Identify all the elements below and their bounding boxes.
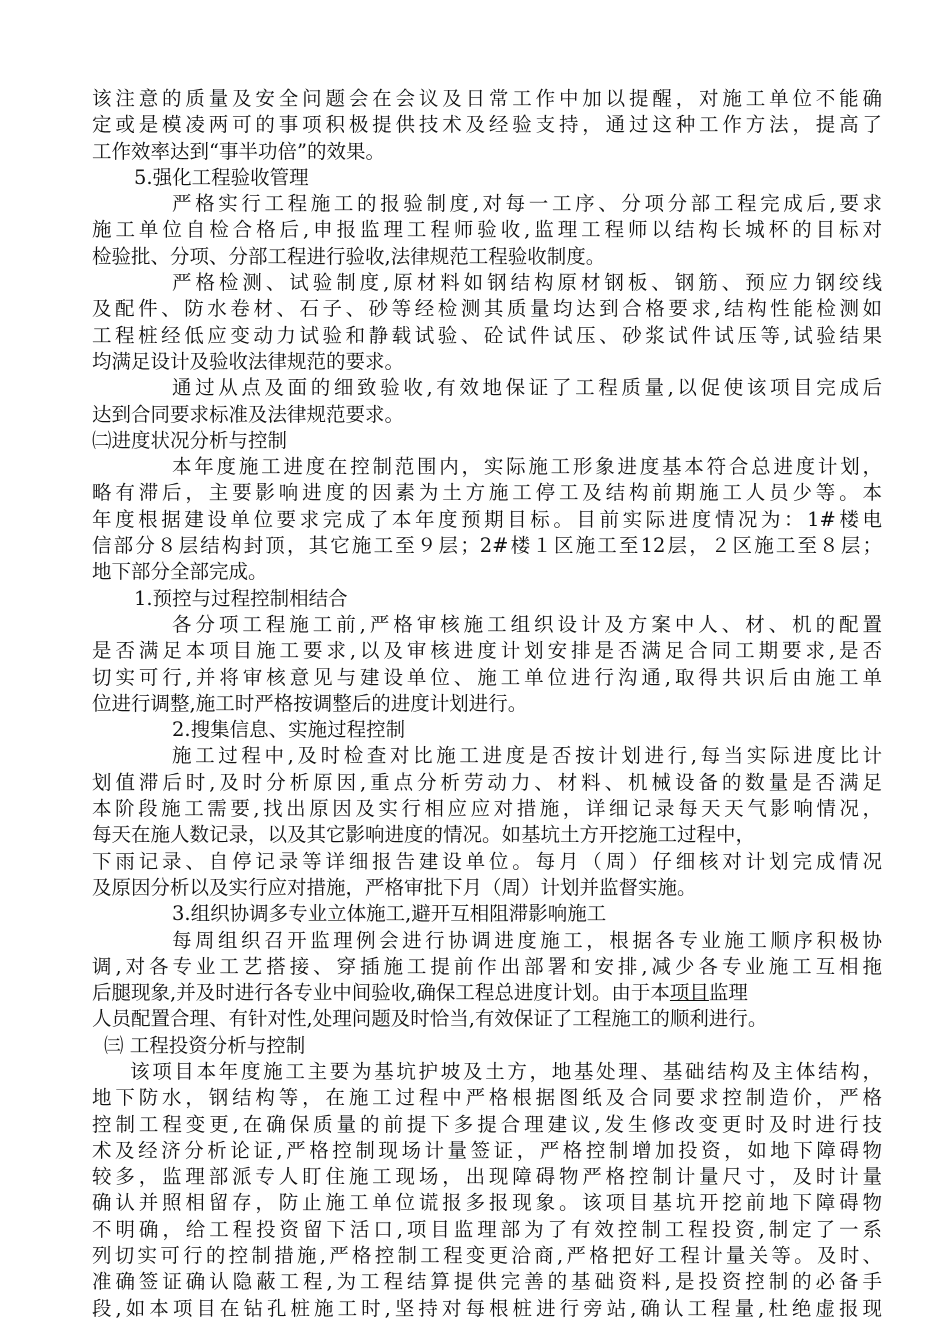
text-line: 该项目本年度施工主要为基坑护坡及土方，地基处理、基础结构及主体结构，	[130, 1059, 882, 1083]
text-line	[92, 980, 882, 1006]
text-line: 略有滞后，主要影响进度的因素为土方施工停工及结构前期施工人员少等。本	[92, 481, 882, 505]
text-line: 本年度施工进度在控制范围内，实际施工形象进度基本符合总进度计划，	[172, 455, 882, 479]
text-line: 确认并照相留存，防止施工单位谎报多报现象。该项目基坑开挖前地下障碍物	[92, 1191, 882, 1215]
text-line: 严格检测、试验制度,原材料如钢结构原材钢板、钢筋、预应力钢绞线	[172, 271, 882, 295]
text-line: 调,对各专业工艺搭接、穿插施工提前作出部署和安排,减少各专业施工互相拖	[92, 954, 882, 978]
text-line: 段,如本项目在钻孔桩施工时,坚持对每根桩进行旁站,确认工程量,杜绝虚报现	[92, 1296, 882, 1320]
text-line: 不明确，给工程投资留下活口,项目监理部为了有效控制工程投资,制定了一系	[92, 1217, 882, 1241]
section-heading: 2.搜集信息、实施过程控制	[172, 718, 406, 742]
text-line: 人员配置合理、有针对性,处理问题及时恰当,有效保证了工程施工的顺利进行。	[92, 1007, 768, 1031]
text-line: 通过从点及面的细致验收,有效地保证了工程质量,以促使该项目完成后	[172, 376, 882, 400]
text-line: 每天在施人数记录，以及其它影响进度的情况。如基坑土方开挖施工过程中，	[92, 823, 756, 847]
text-line: 是否满足本项目施工要求,以及审核进度计划安排是否满足合同工期要求,是否	[92, 639, 882, 663]
section-heading: ㈡进度状况分析与控制	[92, 428, 288, 452]
text-line: 均满足设计及验收法律规范的要求。	[92, 349, 405, 373]
text-line: 工程桩经低应变动力试验和静载试验、砼试件试压、砂浆试件试压等,试验结果	[92, 323, 882, 347]
text-line: 每周组织召开监理例会进行协调进度施工，根据各专业施工顺序积极协	[172, 928, 882, 952]
text-line: 地下防水，钢结构等，在施工过程中严格根据图纸及合同要求控制造价，严格	[92, 1086, 882, 1110]
text-line: 术及经济分析论证,严格控制现场计量签证，严格控制增加投资，如地下障碍物	[92, 1138, 882, 1162]
text-line: 信部分８层结构封顶，其它施工至９层；2#楼１区施工至12层，２区施工至８层；	[92, 534, 882, 558]
text-line: 控制工程变更,在确保质量的前提下多提合理建议,发生修改变更时及时进行技	[92, 1112, 882, 1136]
text-line: 地下部分全部完成。	[92, 560, 268, 584]
text-segment: 监理	[708, 981, 748, 1005]
underlined-text: 项目	[669, 981, 709, 1005]
text-line: 划值滞后时,及时分析原因,重点分析劳动力、材料、机械设备的数量是否满足	[92, 770, 882, 794]
section-heading: 1.预控与过程控制相结合	[134, 586, 348, 610]
text-line: 定或是模凌两可的事项积极提供技术及经验支持，通过这种工作方法，提高了	[92, 113, 882, 137]
text-line: 严格实行工程施工的报验制度,对每一工序、分项分部工程完成后,要求	[172, 192, 882, 216]
text-segment: 后腿现象,并及时进行各专业中间验收,确保工程总进度计划。由于本	[92, 981, 670, 1005]
text-line: 切实可行,并将审核意见与建设单位、施工单位进行沟通,取得共识后由施工单	[92, 665, 882, 689]
text-line: 列切实可行的控制措施,严格控制工程变更洽商,严格把好工程计量关等。及时、	[92, 1244, 882, 1268]
text-line: 准确签证确认隐蔽工程,为工程结算提供完善的基础资料,是投资控制的必备手	[92, 1270, 882, 1294]
text-line: 工作效率达到“事半功倍”的效果。	[92, 139, 385, 163]
text-line: 下雨记录、自停记录等详细报告建设单位。每月（周）仔细核对计划完成情况	[92, 849, 882, 873]
section-heading: ㈢ 工程投资分析与控制	[104, 1033, 306, 1057]
text-line: 位进行调整,施工时严格按调整后的进度计划进行。	[92, 691, 528, 715]
text-line: 检验批、分项、分部工程进行验收,法律规范工程验收制度。	[92, 244, 606, 268]
text-line: 达到合同要求标准及法律规范要求。	[92, 402, 405, 426]
text-line: 较多，监理部派专人盯住施工现场，出现障碍物严格控制计量尺寸，及时计量	[92, 1165, 882, 1189]
text-line: 及原因分析以及实行应对措施，严格审批下月（周）计划并监督实施。	[92, 875, 697, 899]
section-heading: 3.组织协调多专业立体施工,避开互相阻滞影响施工	[172, 902, 607, 926]
text-line: 年度根据建设单位要求完成了本年度预期目标。目前实际进度情况为：1#楼电	[92, 507, 882, 531]
section-heading: 5.强化工程验收管理	[134, 165, 309, 189]
text-line: 各分项工程施工前,严格审核施工组织设计及方案中人、材、机的配置	[172, 612, 882, 636]
text-line: 施工单位自检合格后,申报监理工程师验收,监理工程师以结构长城杯的目标对	[92, 218, 882, 242]
document-page	[92, 86, 882, 1322]
text-line: 及配件、防水卷材、石子、砂等经检测其质量均达到合格要求,结构性能检测如	[92, 297, 882, 321]
text-line: 施工过程中,及时检查对比施工进度是否按计划进行,每当实际进度比计	[172, 744, 882, 768]
text-line: 本阶段施工需要,找出原因及实行相应应对措施，详细记录每天天气影响情况，	[92, 797, 882, 821]
text-line: 该注意的质量及安全问题会在会议及日常工作中加以提醒，对施工单位不能确	[92, 87, 882, 110]
